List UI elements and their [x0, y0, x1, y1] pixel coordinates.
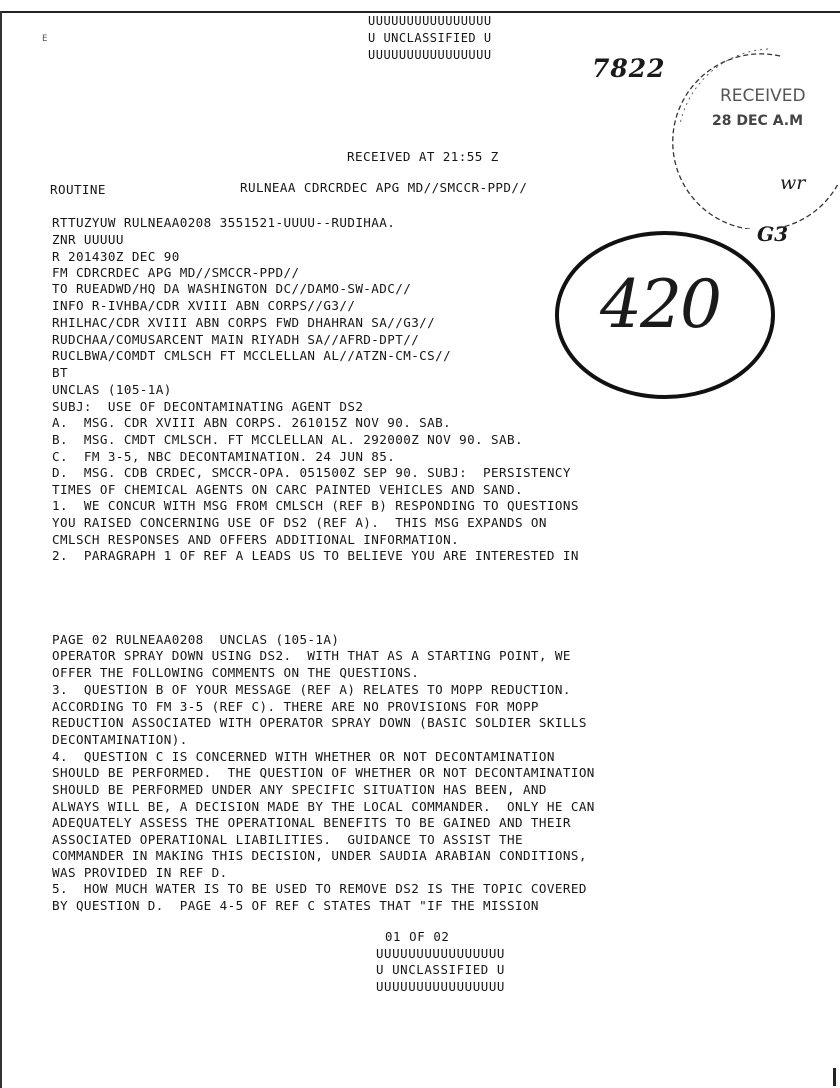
message-line: UNCLAS (105-1A): [52, 382, 172, 397]
message-line: RUCLBWA/COMDT CMLSCH FT MCCLELLAN AL//ATZN-CM-CS//: [52, 348, 452, 363]
message-line: REDUCTION ASSOCIATED WITH OPERATOR SPRAY DOWN (BASIC SOLDIER SKILLS: [52, 715, 587, 730]
top-border-line: [0, 11, 840, 13]
classification-banner-top: UUUUUUUUUUUUUUUU: [368, 14, 492, 28]
subject-line: SUBJ: USE OF DECONTAMINATING AGENT DS2: [52, 399, 364, 414]
classification-banner-footer-top: UUUUUUUUUUUUUUUU: [376, 946, 505, 961]
message-line: ZNR UUUUU: [52, 232, 124, 247]
classification-banner-footer-bottom: UUUUUUUUUUUUUUUU: [376, 979, 505, 994]
message-line: ASSOCIATED OPERATIONAL LIABILITIES. GUIDANCE TO ASSIST THE: [52, 832, 523, 847]
message-line: A. MSG. CDR XVIII ABN CORPS. 261015Z NOV 90. SAB.: [52, 415, 452, 430]
message-line: ADEQUATELY ASSESS THE OPERATIONAL BENEFITS TO BE GAINED AND THEIR: [52, 815, 571, 830]
edge-mark: [833, 1068, 836, 1086]
message-line: DECONTAMINATION).: [52, 732, 188, 747]
message-line: B. MSG. CMDT CMLSCH. FT MCCLELLAN AL. 292000Z NOV 90. SAB.: [52, 432, 523, 447]
classification-banner-bottom: UUUUUUUUUUUUUUUU: [368, 48, 492, 62]
handwritten-code: G3: [757, 222, 788, 246]
message-line: 5. HOW MUCH WATER IS TO BE USED TO REMOVE DS2 IS THE TOPIC COVERED: [52, 881, 587, 896]
message-line: INFO R-IVHBA/CDR XVIII ABN CORPS//G3//: [52, 298, 356, 313]
message-line: OFFER THE FOLLOWING COMMENTS ON THE QUESTIONS.: [52, 665, 420, 680]
message-line: TO RUEADWD/HQ DA WASHINGTON DC//DAMO-SW-ADC//: [52, 281, 412, 296]
message-line: C. FM 3-5, NBC DECONTAMINATION. 24 JUN 85.: [52, 449, 396, 464]
message-line: 3. QUESTION B OF YOUR MESSAGE (REF A) RELATES TO MOPP REDUCTION.: [52, 682, 571, 697]
precedence: ROUTINE: [50, 182, 106, 197]
message-line: WAS PROVIDED IN REF D.: [52, 865, 228, 880]
stamp-text: RECEIVED: [720, 86, 806, 106]
message-line: YOU RAISED CONCERNING USE OF DS2 (REF A). THIS MSG EXPANDS ON: [52, 515, 547, 530]
corner-mark: E: [42, 34, 48, 44]
handwritten-initials: wr: [780, 172, 806, 194]
routing-indicator: RULNEAA CDRCRDEC APG MD//SMCCR-PPD//: [240, 180, 528, 195]
handwritten-circled-number: 420: [600, 266, 720, 343]
received-stamp: [660, 44, 840, 229]
message-line: 1. WE CONCUR WITH MSG FROM CMLSCH (REF B) RESPONDING TO QUESTIONS: [52, 498, 579, 513]
stamp-date: 28 DEC A.M: [712, 113, 804, 129]
message-line: RUDCHAA/COMUSARCENT MAIN RIYADH SA//AFRD-DPT//: [52, 332, 420, 347]
message-line: ACCORDING TO FM 3-5 (REF C). THERE ARE NO PROVISIONS FOR MOPP: [52, 699, 539, 714]
page-count: 01 OF 02: [385, 929, 450, 944]
classification-banner-footer-mid: U UNCLASSIFIED U: [376, 962, 505, 977]
message-line: BY QUESTION D. PAGE 4-5 OF REF C STATES THAT "IF THE MISSION: [52, 898, 539, 913]
message-line: RTTUZYUW RULNEAA0208 3551521-UUUU--RUDIHAA.: [52, 215, 396, 230]
classification-banner-mid: U UNCLASSIFIED U: [368, 31, 492, 45]
message-line: ALWAYS WILL BE, A DECISION MADE BY THE LOCAL COMMANDER. ONLY HE CAN: [52, 799, 595, 814]
message-line: RHILHAC/CDR XVIII ABN CORPS FWD DHAHRAN SA//G3//: [52, 315, 436, 330]
page-header: PAGE 02 RULNEAA0208 UNCLAS (105-1A): [52, 632, 340, 647]
message-line: SHOULD BE PERFORMED UNDER ANY SPECIFIC SITUATION HAS BEEN, AND: [52, 782, 547, 797]
message-line: 4. QUESTION C IS CONCERNED WITH WHETHER OR NOT DECONTAMINATION: [52, 749, 555, 764]
message-line: D. MSG. CDB CRDEC, SMCCR-OPA. 051500Z SEP 90. SUBJ: PERSISTENCY: [52, 465, 571, 480]
left-border-line: [0, 11, 2, 1088]
message-line: COMMANDER IN MAKING THIS DECISION, UNDER SAUDIA ARABIAN CONDITIONS,: [52, 848, 587, 863]
message-line: OPERATOR SPRAY DOWN USING DS2. WITH THAT AS A STARTING POINT, WE: [52, 648, 571, 663]
message-line: 2. PARAGRAPH 1 OF REF A LEADS US TO BELIEVE YOU ARE INTERESTED IN: [52, 548, 579, 563]
message-line: SHOULD BE PERFORMED. THE QUESTION OF WHETHER OR NOT DECONTAMINATION: [52, 765, 595, 780]
handwritten-doc-number: 7822: [592, 54, 666, 83]
message-line: FM CDRCRDEC APG MD//SMCCR-PPD//: [52, 265, 300, 280]
message-line: R 201430Z DEC 90: [52, 249, 180, 264]
message-line: BT: [52, 365, 68, 380]
received-time: RECEIVED AT 21:55 Z: [347, 149, 499, 164]
message-line: TIMES OF CHEMICAL AGENTS ON CARC PAINTED VEHICLES AND SAND.: [52, 482, 523, 497]
message-line: CMLSCH RESPONSES AND OFFERS ADDITIONAL INFORMATION.: [52, 532, 460, 547]
